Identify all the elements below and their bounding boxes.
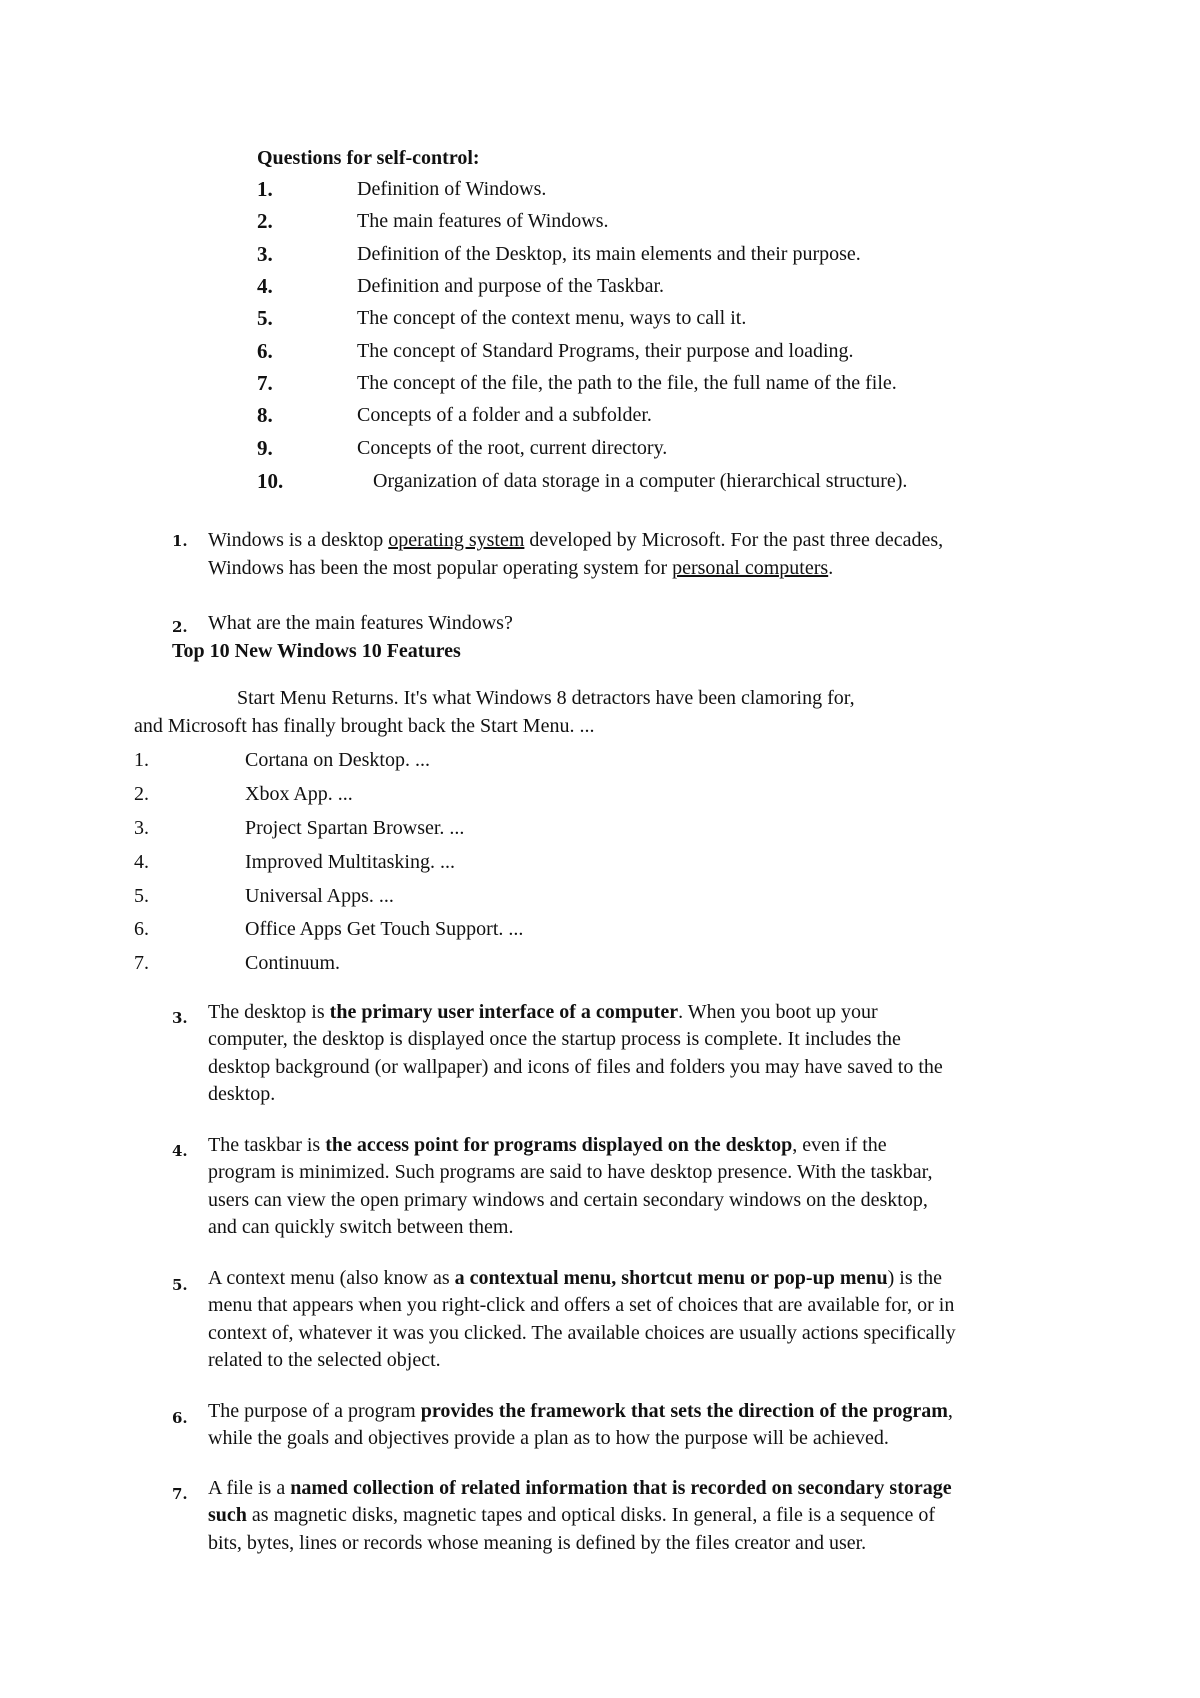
- item-text: Project Spartan Browser. ...: [245, 817, 465, 839]
- answer-number: 5.: [172, 1276, 188, 1294]
- item-text: Improved Multitasking. ...: [245, 851, 455, 873]
- answer-text: A file is a: [208, 1477, 291, 1499]
- answer-4-paragraph: [208, 1132, 933, 1241]
- features-intro: Start Menu Returns. It's what Windows 8 detractors have been clamoring for,: [237, 687, 855, 709]
- item-text: Definition of Windows.: [357, 178, 547, 200]
- answer-text: The desktop is: [208, 1001, 330, 1023]
- answer-number: 2.: [172, 618, 188, 636]
- features-intro: and Microsoft has finally brought back the Start Menu. ...: [134, 715, 595, 737]
- answer-5-paragraph: [208, 1265, 956, 1374]
- item-number: 3.: [134, 817, 149, 839]
- item-number: 2.: [134, 783, 149, 805]
- answer-text: ) is the: [887, 1267, 943, 1289]
- item-number: 4.: [257, 274, 273, 298]
- answer-emphasis: the access point for programs displayed on the desktop: [325, 1134, 793, 1156]
- answer-text: A context menu (also know as: [208, 1267, 455, 1289]
- item-text: Xbox App. ...: [245, 783, 353, 805]
- answer-text: related to the selected object.: [208, 1348, 441, 1371]
- answer-text: desktop background (or wallpaper) and icons of files and folders you may have saved to the: [208, 1055, 943, 1078]
- answer-text: desktop.: [208, 1082, 276, 1105]
- answer-number: 3.: [172, 1009, 188, 1027]
- answer-text: Windows is a desktop: [208, 529, 389, 551]
- answer-number: 1.: [172, 532, 188, 550]
- item-text: The concept of the file, the path to the file, the full name of the file.: [357, 372, 897, 394]
- operating-system-link[interactable]: operating system: [388, 529, 525, 551]
- answer-text: users can view the open primary windows and certain secondary windows on the desktop,: [208, 1188, 928, 1211]
- answer-number: 7.: [172, 1485, 188, 1503]
- answer-text: ,: [947, 1400, 953, 1422]
- answer-emphasis: a contextual menu, shortcut menu or pop-up menu: [454, 1267, 888, 1289]
- item-text: Concepts of a folder and a subfolder.: [357, 404, 652, 426]
- answer-text: and can quickly switch between them.: [208, 1215, 514, 1238]
- questions-heading: Questions for self-control:: [257, 147, 480, 169]
- answer-text: computer, the desktop is displayed once the startup process is complete. It includes the: [208, 1028, 901, 1051]
- item-number: 3.: [257, 242, 273, 266]
- item-number: 1.: [257, 177, 273, 201]
- item-text: Organization of data storage in a computer (hierarchical structure).: [373, 470, 908, 492]
- answer-number: 4.: [172, 1142, 188, 1160]
- item-text: Continuum.: [245, 952, 341, 974]
- item-number: 7.: [257, 371, 273, 395]
- item-number: 9.: [257, 436, 273, 460]
- answer-text: .: [828, 557, 834, 579]
- answer-6-paragraph: [208, 1398, 953, 1453]
- answer-3-paragraph: [208, 999, 943, 1108]
- answer-text: context of, whatever it was you clicked. The available choices are usually actions specifically: [208, 1321, 956, 1344]
- item-text: Definition of the Desktop, its main elements and their purpose.: [357, 243, 861, 265]
- answer-text: menu that appears when you right-click and offers a set of choices that are available for, or in: [208, 1294, 955, 1317]
- item-number: 4.: [134, 851, 149, 873]
- item-number: 1.: [134, 749, 149, 771]
- item-text: The concept of Standard Programs, their purpose and loading.: [357, 340, 854, 362]
- item-number: 6.: [134, 918, 149, 940]
- answer-text: developed by Microsoft. For the past three decades,: [524, 529, 944, 551]
- answer-text: Windows has been the most popular operating system for: [208, 557, 673, 579]
- answer-emphasis: such: [208, 1504, 247, 1527]
- item-text: Cortana on Desktop. ...: [245, 749, 430, 771]
- item-text: The concept of the context menu, ways to call it.: [357, 307, 747, 329]
- item-number: 8.: [257, 403, 273, 427]
- item-number: 7.: [134, 952, 149, 974]
- answer-number: 6.: [172, 1409, 188, 1427]
- item-number: 5.: [134, 885, 149, 907]
- answer-text: The purpose of a program: [208, 1400, 421, 1422]
- answer-emphasis: provides the framework that sets the direction of the program: [420, 1400, 948, 1422]
- answer-text: , even if the: [792, 1134, 887, 1156]
- item-text: Universal Apps. ...: [245, 885, 394, 907]
- answer-text: while the goals and objectives provide a plan as to how the purpose will be achieved.: [208, 1427, 889, 1450]
- item-number: 5.: [257, 306, 273, 330]
- answer-text: The taskbar is: [208, 1134, 326, 1156]
- answer-emphasis: the primary user interface of a computer: [329, 1001, 679, 1023]
- item-text: Concepts of the root, current directory.: [357, 437, 668, 459]
- answer-1-paragraph: [208, 526, 943, 582]
- answer-text: as magnetic disks, magnetic tapes and optical disks. In general, a file is a sequence of: [246, 1504, 936, 1527]
- answer-7-paragraph: [208, 1475, 952, 1557]
- answer-text: bits, bytes, lines or records whose meaning is defined by the files creator and user.: [208, 1531, 867, 1554]
- features-heading: Top 10 New Windows 10 Features: [172, 640, 461, 662]
- item-number: 2.: [257, 209, 273, 233]
- item-number: 10.: [257, 469, 284, 493]
- answer-2-question: What are the main features Windows?: [208, 612, 513, 634]
- item-text: Definition and purpose of the Taskbar.: [357, 275, 665, 297]
- item-text: Office Apps Get Touch Support. ...: [245, 918, 524, 940]
- personal-computers-link[interactable]: personal computers: [672, 557, 829, 579]
- item-text: The main features of Windows.: [357, 210, 609, 232]
- answer-text: program is minimized. Such programs are said to have desktop presence. With the taskbar,: [208, 1161, 933, 1184]
- answer-emphasis: named collection of related information that is recorded on secondary storage: [290, 1477, 952, 1499]
- item-number: 6.: [257, 339, 273, 363]
- answer-text: . When you boot up your: [678, 1001, 878, 1023]
